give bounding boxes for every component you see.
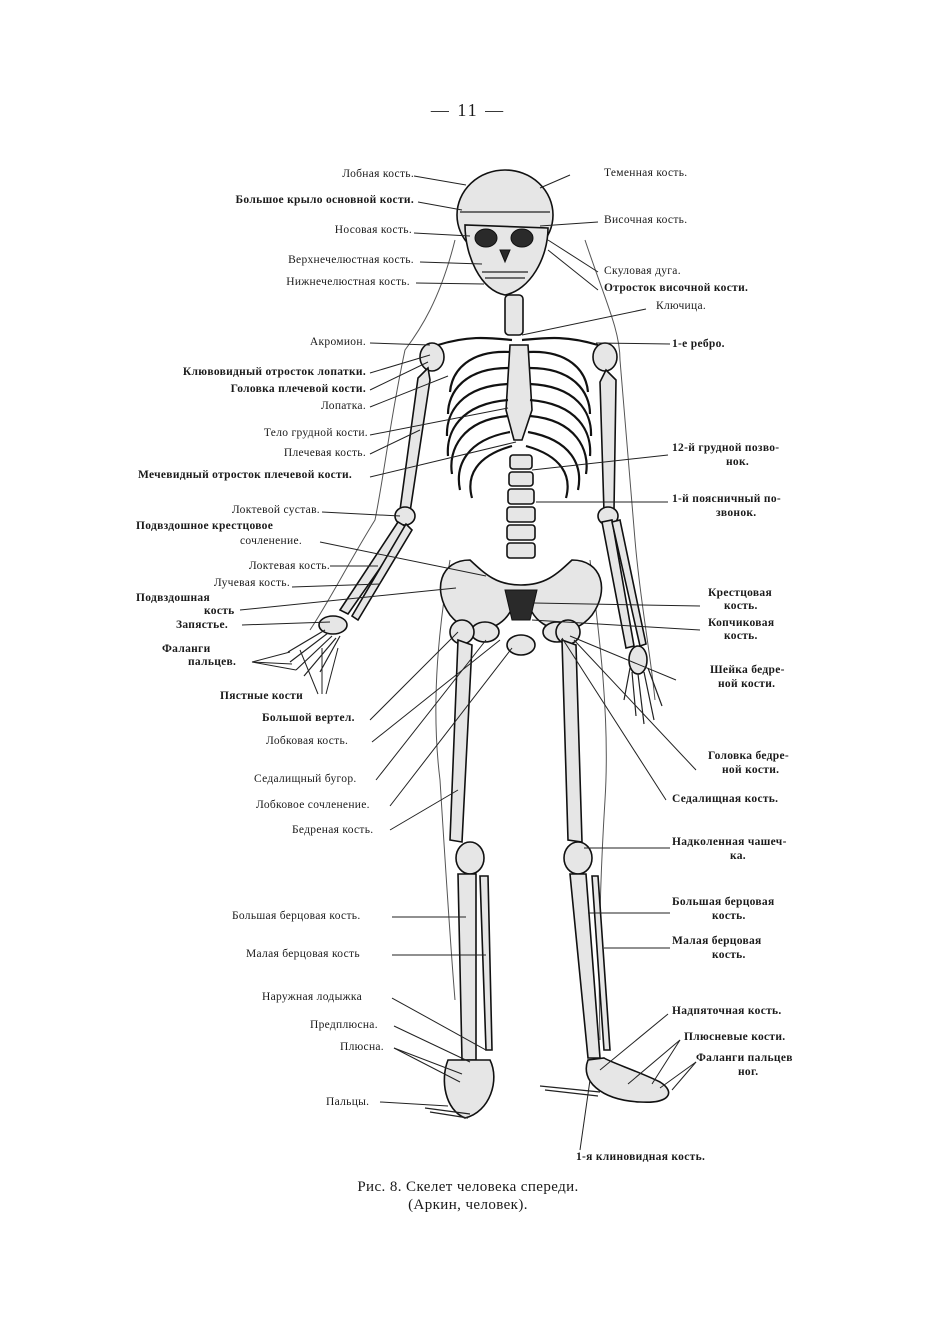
- label-tarsus: Предплюсна.: [310, 1019, 378, 1031]
- label-sacroiliac-line1: Подвздошное крестцовое: [136, 520, 274, 532]
- label-patella-line1: Надколенная чашеч-: [672, 836, 787, 848]
- label-sternum-body: Тело грудной кости.: [263, 427, 368, 439]
- figure-caption: [0, 1178, 936, 1214]
- label-wrist: Запястье.: [176, 619, 229, 631]
- label-sacroiliac-line2: сочленение.: [240, 535, 303, 547]
- label-temporal-bone: Височная кость.: [604, 214, 688, 226]
- label-ilium-line2: кость: [204, 605, 235, 617]
- label-greater-trochanter: Большой вертел.: [262, 712, 355, 724]
- label-femur: Бедреная кость.: [292, 824, 374, 836]
- label-patella-line2: ка.: [730, 850, 746, 862]
- label-tibia-left: Большая берцовая кость.: [232, 910, 361, 922]
- label-clavicle: Ключица.: [656, 300, 707, 312]
- label-coracoid: Клювовидный отросток лопатки.: [182, 366, 366, 378]
- label-coccyx-line2: кость.: [724, 630, 758, 642]
- label-femur-head-line1: Головка бедре-: [708, 750, 790, 762]
- label-l1-line1: 1-й поясничный по-: [672, 493, 782, 505]
- label-humerus-head: Головка плечевой кости.: [230, 383, 366, 395]
- label-pubic-symphysis: Лобковое сочленение.: [256, 799, 370, 811]
- label-coccyx-line1: Копчиковая: [708, 617, 775, 629]
- page-number: — 11 —: [430, 100, 506, 120]
- label-femur-head-line2: ной кости.: [722, 764, 780, 776]
- caption-line-2: (Аркин, человек).: [408, 1197, 528, 1213]
- label-xiphoid: Мечевидный отросток плечевой кости.: [138, 469, 353, 481]
- label-elbow: Локтевой сустав.: [231, 504, 320, 516]
- label-nasal-bone: Носовая кость.: [334, 224, 412, 236]
- label-cuneiform: 1-я клиновидная кость.: [576, 1151, 706, 1163]
- label-metatarsus: Плюсна.: [340, 1041, 384, 1053]
- label-parietal-bone: Теменная кость.: [604, 167, 688, 179]
- label-ulna: Локтевая кость.: [248, 560, 330, 572]
- label-fibula-left: Малая берцовая кость: [246, 948, 360, 960]
- label-ilium-line1: Подвздошная: [136, 592, 210, 604]
- label-tibia-right-line2: кость.: [712, 910, 746, 922]
- label-zygomatic-arch: Скуловая дуга.: [604, 265, 681, 277]
- label-sacrum-line2: кость.: [724, 600, 758, 612]
- caption-line-1: Рис. 8. Скелет человека спереди.: [357, 1179, 579, 1195]
- label-metacarpals: Пястные кости: [220, 690, 304, 702]
- label-scapula: Лопатка.: [320, 400, 366, 412]
- label-mandible: Нижнечелюстная кость.: [286, 276, 410, 288]
- label-ischium: Седалищная кость.: [672, 793, 779, 805]
- label-lateral-malleolus: Наружная лодыжка: [262, 991, 362, 1003]
- label-acromion: Акромион.: [309, 336, 366, 348]
- label-t12-line2: нок.: [726, 456, 750, 468]
- label-tibia-right-line1: Большая берцовая: [672, 896, 775, 908]
- label-metatarsals: Плюсневые кости.: [684, 1031, 786, 1043]
- label-phalanges-foot-line2: ног.: [738, 1066, 759, 1078]
- label-maxilla: Верхнечелюстная кость.: [288, 254, 414, 266]
- label-temporal-process: Отросток височной кости.: [604, 282, 749, 294]
- label-femur-neck-line2: ной кости.: [718, 678, 776, 690]
- label-t12-line1: 12-й грудной позво-: [672, 442, 780, 454]
- label-humerus: Плечевая кость.: [283, 447, 366, 459]
- label-phalanges-foot-line1: Фаланги пальцев: [696, 1052, 793, 1064]
- label-l1-line2: звонок.: [716, 507, 757, 519]
- label-calcaneus: Надпяточная кость.: [672, 1005, 782, 1017]
- label-phalanges-hand-line2: пальцев.: [188, 656, 237, 668]
- label-femur-neck-line1: Шейка бедре-: [710, 664, 785, 676]
- label-greater-wing: Большое крыло основной кости.: [235, 194, 414, 206]
- label-ischial-tuberosity: Седалищный бугор.: [254, 773, 357, 785]
- label-phalanges-hand-line1: Фаланги: [162, 643, 211, 655]
- label-pubic-bone: Лобковая кость.: [266, 735, 349, 747]
- label-sacrum-line1: Крестцовая: [708, 587, 773, 599]
- label-fibula-right-line1: Малая берцовая: [672, 935, 762, 947]
- label-radius: Лучевая кость.: [213, 577, 290, 589]
- label-frontal-bone: Лобная кость.: [342, 168, 414, 180]
- label-fibula-right-line2: кость.: [712, 949, 746, 961]
- label-toes: Пальцы.: [326, 1096, 370, 1108]
- label-first-rib: 1-е ребро.: [672, 338, 725, 350]
